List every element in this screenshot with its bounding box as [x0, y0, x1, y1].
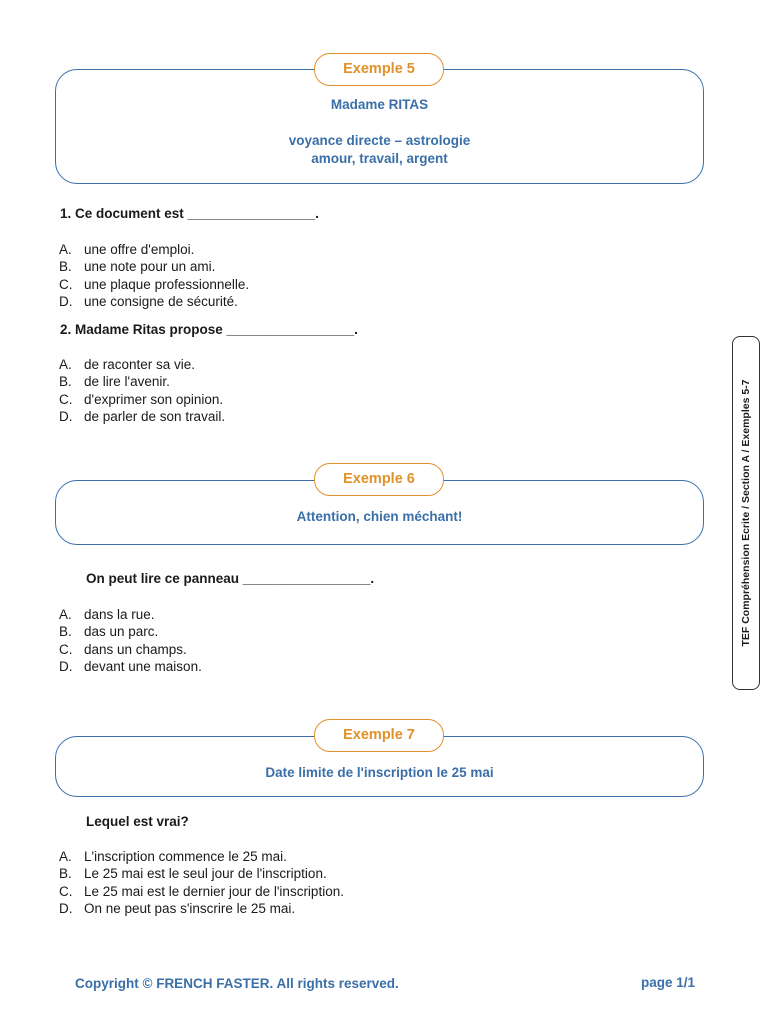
option-d: D. On ne peut pas s'inscrire le 25 mai.	[59, 901, 296, 917]
question-3: On peut lire ce panneau _________________.	[86, 571, 375, 586]
question-1: 1. Ce document est _________________.	[60, 206, 319, 221]
question-2: 2. Madame Ritas propose _________________.	[60, 322, 358, 337]
option-a: A. de raconter sa vie.	[59, 357, 196, 372]
option-a: A. dans la rue.	[59, 607, 155, 622]
example-7-title: Date limite de l'inscription le 25 mai	[265, 765, 494, 780]
example-5-tab: Exemple 5	[314, 53, 444, 86]
side-section-label	[732, 336, 760, 690]
example-6-title: Attention, chien méchant!	[296, 509, 463, 524]
option-c: C. dans un champs.	[59, 641, 187, 657]
example-6-tab: Exemple 6	[314, 463, 444, 496]
question-3-options	[59, 606, 202, 676]
footer-copyright: Copyright © FRENCH FASTER. All rights reserved.	[75, 976, 399, 991]
question-4-options	[59, 848, 344, 918]
option-c: C. une plaque professionnelle.	[59, 276, 250, 292]
example-5-line1: voyance directe – astrologie	[288, 133, 471, 148]
option-b: B. Le 25 mai est le seul jour de l'inscription.	[59, 866, 327, 882]
footer-page-number: page 1/1	[641, 975, 696, 990]
example-5-line2: amour, travail, argent	[311, 151, 448, 166]
option-a: A. L'inscription commence le 25 mai.	[59, 849, 287, 864]
question-2-options	[59, 356, 225, 426]
example-5-title: Madame RITAS	[330, 97, 429, 112]
option-b: B. de lire l'avenir.	[59, 374, 170, 390]
option-d: D. de parler de son travail.	[59, 409, 226, 425]
question-4: Lequel est vrai?	[86, 814, 189, 829]
question-1-options	[59, 241, 249, 311]
side-section-text: TEF Compréhension Ecrite / Section A / Exemples 5-7	[740, 379, 752, 647]
option-b: B. une note pour un ami.	[59, 259, 216, 275]
option-b: B. das un parc.	[59, 624, 159, 640]
option-d: D. devant une maison.	[59, 659, 202, 675]
example-7-tab: Exemple 7	[314, 719, 444, 752]
option-a: A. une offre d'emploi.	[59, 242, 195, 257]
example-5-box	[55, 69, 704, 184]
option-c: C. Le 25 mai est le dernier jour de l'inscription.	[59, 883, 344, 899]
option-d: D. une consigne de sécurité.	[59, 294, 238, 310]
option-c: C. d'exprimer son opinion.	[59, 391, 224, 407]
